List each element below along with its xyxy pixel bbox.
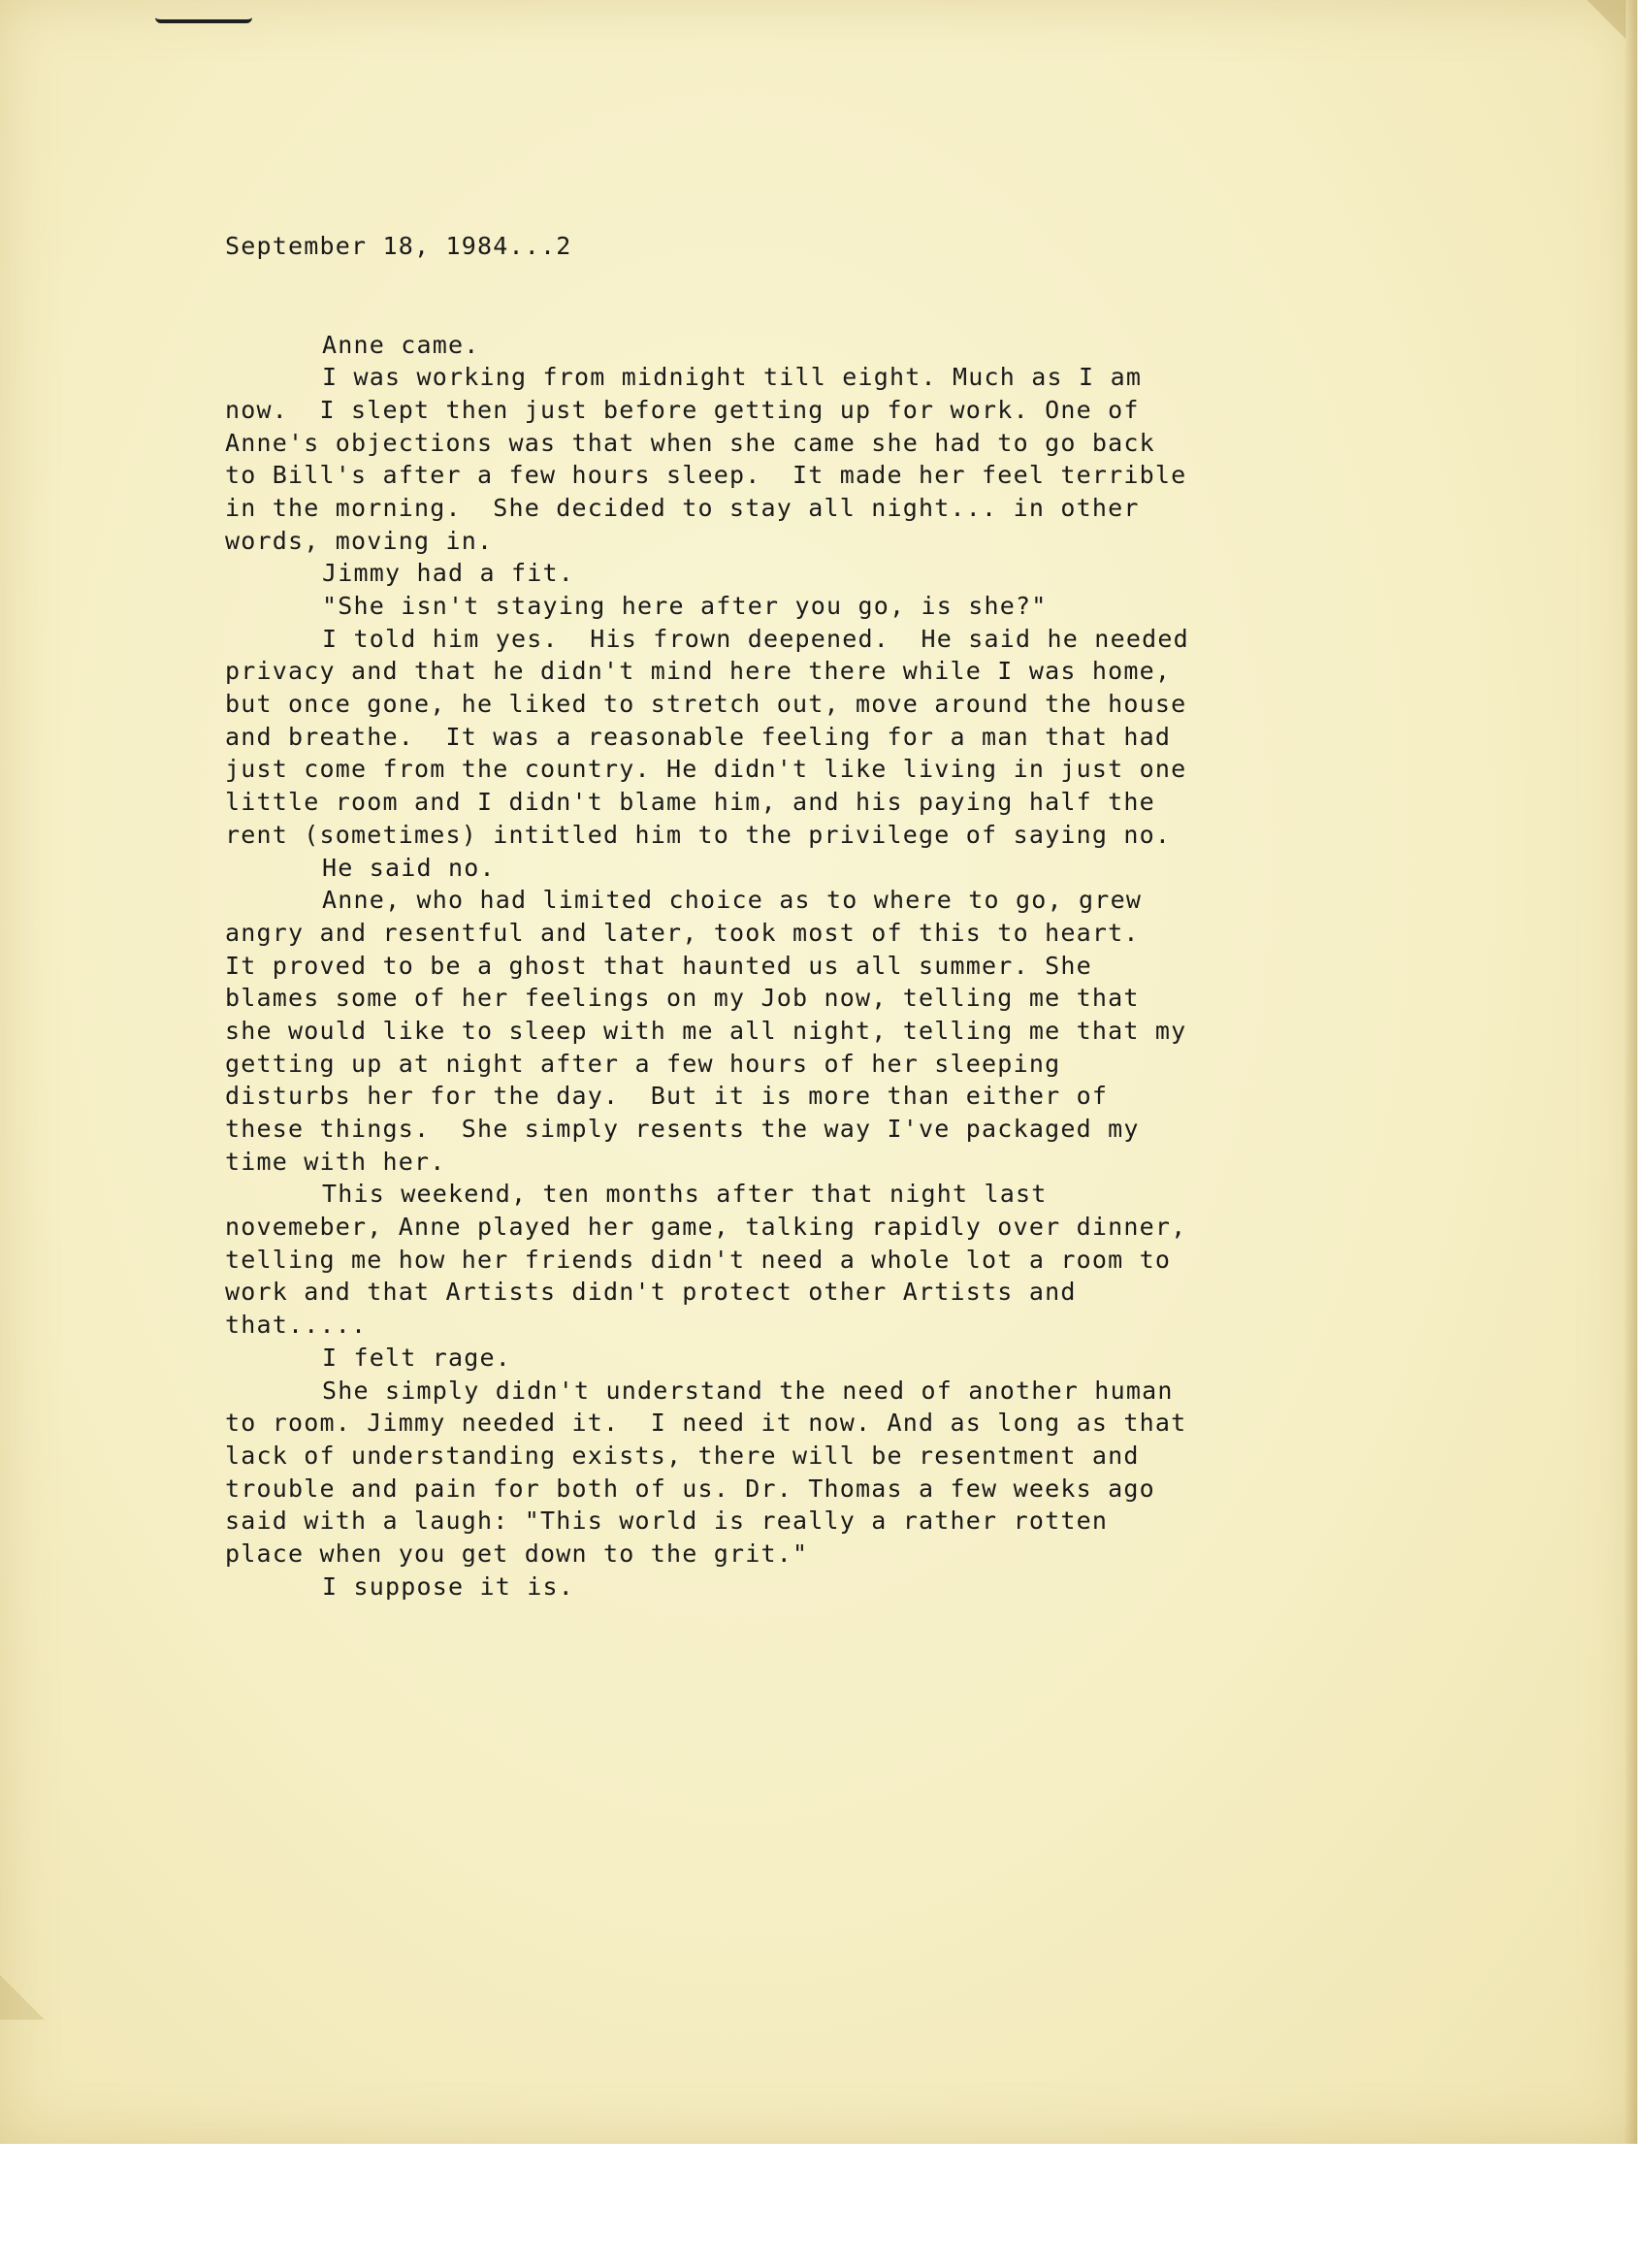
text-line: to room. Jimmy needed it. I need it now. And as long as that bbox=[225, 1409, 1187, 1438]
text-line: I felt rage. bbox=[322, 1343, 512, 1372]
text-line: Jimmy had a fit. bbox=[322, 559, 575, 588]
folded-corner bbox=[0, 1975, 45, 2020]
text-line: getting up at night after a few hours of her sleeping bbox=[225, 1049, 1061, 1078]
text-line: she would like to sleep with me all night, telling me that my bbox=[225, 1016, 1187, 1045]
text-line: place when you get down to the grit." bbox=[225, 1539, 809, 1568]
typed-text-block bbox=[225, 165, 1428, 1669]
text-line: I was working from midnight till eight. Much as I am bbox=[322, 363, 1143, 392]
text-line: and breathe. It was a reasonable feeling for a man that had bbox=[225, 722, 1172, 751]
text-line: angry and resentful and later, took most of this to heart. bbox=[225, 918, 1140, 947]
text-line: rent (sometimes) intitled him to the privilege of saying no. bbox=[225, 820, 1172, 849]
text-line: trouble and pain for both of us. Dr. Thomas a few weeks ago bbox=[225, 1474, 1155, 1503]
text-line: He said no. bbox=[322, 853, 496, 882]
text-line: but once gone, he liked to stretch out, move around the house bbox=[225, 690, 1187, 719]
text-line: time with her. bbox=[225, 1147, 446, 1176]
text-line: in the morning. She decided to stay all night... in other bbox=[225, 493, 1140, 522]
text-line: She simply didn't understand the need of another human bbox=[322, 1376, 1174, 1405]
text-line: little room and I didn't blame him, and his paying half the bbox=[225, 788, 1155, 817]
text-line: disturbs her for the day. But it is more than either of bbox=[225, 1082, 1109, 1111]
staple-mark bbox=[155, 12, 252, 23]
text-line: to Bill's after a few hours sleep. It made her feel terrible bbox=[225, 461, 1187, 490]
text-line: Anne, who had limited choice as to where to go, grew bbox=[322, 886, 1143, 915]
text-line: telling me how her friends didn't need a whole lot a room to bbox=[225, 1245, 1172, 1274]
text-line: work and that Artists didn't protect other Artists and bbox=[225, 1278, 1077, 1307]
text-line: words, moving in. bbox=[225, 526, 494, 555]
text-line: these things. She simply resents the way I've packaged my bbox=[225, 1115, 1140, 1143]
text-line: I suppose it is. bbox=[322, 1571, 575, 1601]
text-line: Anne's objections was that when she came she had to go back bbox=[225, 428, 1155, 457]
text-line: It proved to be a ghost that haunted us all summer. She bbox=[225, 951, 1092, 980]
text-line: that..... bbox=[225, 1311, 368, 1340]
text-line: privacy and that he didn't mind here there while I was home, bbox=[225, 657, 1172, 686]
text-line: Anne came. bbox=[322, 330, 480, 359]
text-line: "She isn't staying here after you go, is she?" bbox=[322, 592, 1048, 620]
date-heading: September 18, 1984...2 bbox=[225, 232, 572, 261]
folded-corner bbox=[1587, 0, 1626, 39]
text-lines bbox=[225, 329, 1428, 1604]
text-line: lack of understanding exists, there will be resentment and bbox=[225, 1441, 1140, 1470]
text-line: said with a laugh: "This world is really a rather rotten bbox=[225, 1507, 1109, 1536]
text-line: novemeber, Anne played her game, talking rapidly over dinner, bbox=[225, 1213, 1187, 1242]
text-line: This weekend, ten months after that night last bbox=[322, 1180, 1048, 1209]
text-line: now. I slept then just before getting up for work. One of bbox=[225, 395, 1140, 424]
text-line: I told him yes. His frown deepened. He said he needed bbox=[322, 624, 1189, 653]
text-line: just come from the country. He didn't like living in just one bbox=[225, 755, 1187, 784]
text-line: blames some of her feelings on my Job now, telling me that bbox=[225, 984, 1140, 1013]
